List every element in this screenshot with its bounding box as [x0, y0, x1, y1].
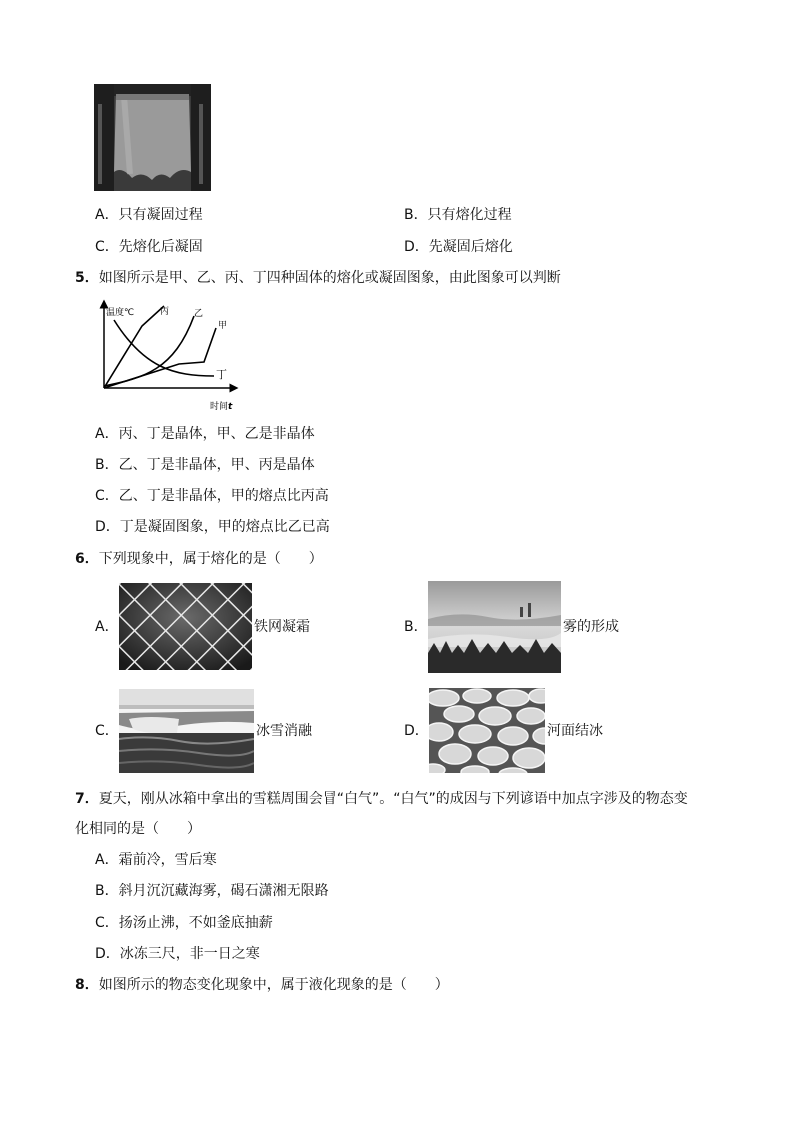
question-number: 5． [75, 270, 99, 286]
q7-option-a[interactable]: A．霜前冷，雪后寒 [95, 852, 217, 868]
graph-xlabel: 时间t [210, 402, 233, 412]
q5-option-c[interactable]: C．乙、丁是非晶体，甲的熔点比丙高 [95, 488, 329, 504]
frost-fence-photo [119, 583, 252, 670]
q4-option-d[interactable]: D．先凝固后熔化 [404, 239, 513, 255]
label-jia: 甲 [218, 321, 228, 331]
question-7-stem-line1: 7．夏天，刚从冰箱中拿出的雪糕周围会冒“白气”。“白气”的成因与下列谚语中加点字涉及的物态变 [75, 791, 688, 807]
q6-option-a-text: 铁网凝霜 [254, 619, 310, 635]
q4-option-a[interactable]: A．只有凝固过程 [95, 207, 203, 223]
fog-landscape-photo [428, 581, 561, 673]
question-number: 7． [75, 791, 99, 807]
question-number: 6． [75, 551, 99, 567]
question-7-stem-line2: 化相同的是（ ） [75, 821, 201, 837]
q6-option-c-text: 冰雪消融 [256, 723, 312, 739]
q4-option-b[interactable]: B．只有熔化过程 [404, 207, 512, 223]
q7-option-c[interactable]: C．扬汤止沸，不如釜底抽薪 [95, 915, 273, 931]
q6-option-d-text: 河面结冰 [547, 723, 603, 739]
q6-option-d-letter[interactable]: D． [404, 723, 429, 739]
frozen-river-photo [429, 688, 545, 773]
q6-option-a-letter[interactable]: A． [95, 619, 119, 635]
q5-option-d[interactable]: D．丁是凝固图象，甲的熔点比乙已高 [95, 519, 330, 535]
label-yi: 乙 [194, 309, 204, 319]
q4-option-c[interactable]: C．先熔化后凝固 [95, 239, 203, 255]
q7-option-d[interactable]: D．冰冻三尺，非一日之寒 [95, 946, 260, 962]
graph-ylabel: 温度℃ [106, 308, 135, 318]
melting-graph [94, 298, 244, 413]
question-5-stem: 5．如图所示是甲、乙、丙、丁四种固体的熔化或凝固图象，由此图象可以判断 [75, 270, 561, 286]
label-ding: 丁 [216, 368, 227, 381]
q6-option-b-letter[interactable]: B． [404, 619, 428, 635]
q7-option-b[interactable]: B．斜月沉沉藏海雾，碣石潇湘无限路 [95, 883, 329, 899]
question-number: 8． [75, 977, 99, 993]
label-bing: 丙 [160, 307, 170, 317]
melting-ice-photo [119, 689, 254, 773]
curve-jia [104, 328, 216, 388]
question-8-stem: 8．如图所示的物态变化现象中，属于液化现象的是（ ） [75, 977, 449, 993]
q6-option-b-text: 雾的形成 [563, 619, 619, 635]
q5-option-a[interactable]: A．丙、丁是晶体，甲、乙是非晶体 [95, 426, 315, 442]
bell-photo [94, 84, 211, 191]
q6-option-c-letter[interactable]: C． [95, 723, 119, 739]
q5-option-b[interactable]: B．乙、丁是非晶体，甲、丙是晶体 [95, 457, 315, 473]
question-6-stem: 6．下列现象中，属于熔化的是（ ） [75, 551, 323, 567]
